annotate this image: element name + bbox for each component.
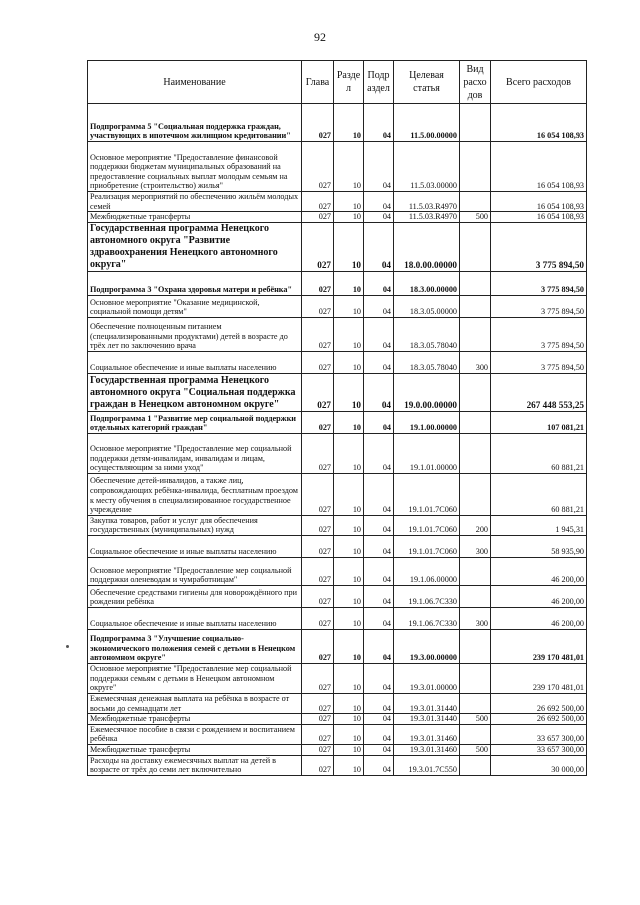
table-row bbox=[88, 557, 587, 585]
row-chapter-cell: 027 bbox=[302, 724, 334, 744]
row-target-cell: 18.0.00.00000 bbox=[394, 222, 460, 271]
row-total-cell: 107 081,21 bbox=[491, 411, 587, 433]
row-type-cell bbox=[460, 663, 491, 693]
row-chapter-cell: 027 bbox=[302, 714, 334, 725]
row-subsection-cell: 04 bbox=[364, 433, 394, 473]
row-name-cell: Основное мероприятие "Предоставление мер социальной поддержки оленеводам и чумработницам" bbox=[88, 557, 302, 585]
row-target-cell: 18.3.00.00000 bbox=[394, 271, 460, 295]
row-section-cell: 10 bbox=[334, 271, 364, 295]
row-chapter-cell: 027 bbox=[302, 142, 334, 192]
row-subsection-cell: 04 bbox=[364, 714, 394, 725]
row-total-cell: 3 775 894,50 bbox=[491, 222, 587, 271]
header-chapter: Глава bbox=[302, 61, 334, 104]
row-total-cell: 26 692 500,00 bbox=[491, 693, 587, 713]
row-chapter-cell: 027 bbox=[302, 104, 334, 142]
table-row bbox=[88, 755, 587, 775]
row-subsection-cell: 04 bbox=[364, 317, 394, 351]
row-subsection-cell: 04 bbox=[364, 557, 394, 585]
row-subsection-cell: 04 bbox=[364, 473, 394, 515]
row-type-cell: 300 bbox=[460, 607, 491, 629]
row-type-cell bbox=[460, 473, 491, 515]
row-subsection-cell: 04 bbox=[364, 142, 394, 192]
row-name-cell: Подпрограмма 3 "Охрана здоровья матери и ребёнка" bbox=[88, 271, 302, 295]
row-target-cell: 19.1.06.00000 bbox=[394, 557, 460, 585]
row-section-cell: 10 bbox=[334, 693, 364, 713]
row-subsection-cell: 04 bbox=[364, 629, 394, 663]
table-row bbox=[88, 295, 587, 317]
table-header-row bbox=[88, 61, 587, 104]
table-row bbox=[88, 663, 587, 693]
row-type-cell bbox=[460, 557, 491, 585]
row-section-cell: 10 bbox=[334, 411, 364, 433]
row-section-cell: 10 bbox=[334, 724, 364, 744]
table-row bbox=[88, 433, 587, 473]
table-row bbox=[88, 222, 587, 271]
row-type-cell bbox=[460, 411, 491, 433]
table-row bbox=[88, 693, 587, 713]
row-total-cell: 46 200,00 bbox=[491, 607, 587, 629]
table-row bbox=[88, 142, 587, 192]
row-target-cell: 19.1.00.00000 bbox=[394, 411, 460, 433]
row-name-cell: Межбюджетные трансферты bbox=[88, 744, 302, 755]
row-target-cell: 19.3.00.00000 bbox=[394, 629, 460, 663]
row-type-cell: 500 bbox=[460, 744, 491, 755]
page-number: 92 bbox=[314, 30, 326, 44]
table-row bbox=[88, 714, 587, 725]
row-subsection-cell: 04 bbox=[364, 585, 394, 607]
row-target-cell: 18.3.05.78040 bbox=[394, 351, 460, 373]
row-chapter-cell: 027 bbox=[302, 557, 334, 585]
row-target-cell: 19.3.01.31440 bbox=[394, 714, 460, 725]
row-section-cell: 10 bbox=[334, 351, 364, 373]
table-row bbox=[88, 351, 587, 373]
row-type-cell bbox=[460, 693, 491, 713]
row-chapter-cell: 027 bbox=[302, 411, 334, 433]
row-chapter-cell: 027 bbox=[302, 744, 334, 755]
row-chapter-cell: 027 bbox=[302, 212, 334, 223]
row-target-cell: 19.3.01.31460 bbox=[394, 744, 460, 755]
row-type-cell bbox=[460, 629, 491, 663]
row-name-cell: Основное мероприятие "Предоставление финансовой поддержки бюджетам муниципальных образований на предоставление социальных выплат молодым семьям на приобретение (строительство) жилья" bbox=[88, 142, 302, 192]
row-total-cell: 26 692 500,00 bbox=[491, 714, 587, 725]
row-type-cell bbox=[460, 295, 491, 317]
row-chapter-cell: 027 bbox=[302, 585, 334, 607]
row-total-cell: 46 200,00 bbox=[491, 585, 587, 607]
row-name-cell: Обеспечение средствами гигиены для новорождённого при рождении ребёнка bbox=[88, 585, 302, 607]
row-total-cell: 60 881,21 bbox=[491, 433, 587, 473]
row-target-cell: 19.3.01.31460 bbox=[394, 724, 460, 744]
row-name-cell: Основное мероприятие "Оказание медицинской, социальной помощи детям" bbox=[88, 295, 302, 317]
row-type-cell bbox=[460, 192, 491, 212]
row-name-cell: Ежемесячная денежная выплата на ребёнка в возрасте от восьми до семнадцати лет bbox=[88, 693, 302, 713]
row-subsection-cell: 04 bbox=[364, 373, 394, 411]
row-total-cell: 239 170 481,01 bbox=[491, 629, 587, 663]
row-name-cell: Обеспечение детей-инвалидов, а также лиц, сопровождающих ребёнка-инвалида, бесплатным проездом к месту обучения в специализированное государственное учреждение bbox=[88, 473, 302, 515]
row-name-cell: Основное мероприятие "Предоставление мер социальной поддержки семьям с детьми в Ненецком автономном округе" bbox=[88, 663, 302, 693]
row-section-cell: 10 bbox=[334, 192, 364, 212]
table-row bbox=[88, 535, 587, 557]
row-section-cell: 10 bbox=[334, 535, 364, 557]
row-chapter-cell: 027 bbox=[302, 373, 334, 411]
row-chapter-cell: 027 bbox=[302, 607, 334, 629]
row-chapter-cell: 027 bbox=[302, 271, 334, 295]
row-chapter-cell: 027 bbox=[302, 317, 334, 351]
row-type-cell bbox=[460, 271, 491, 295]
row-type-cell bbox=[460, 222, 491, 271]
table-row bbox=[88, 104, 587, 142]
header-section: Разде л bbox=[334, 61, 364, 104]
row-name-cell: Государственная программа Ненецкого автономного округа "Развитие здравоохранения Ненецкого автономного округа" bbox=[88, 222, 302, 271]
row-type-cell: 500 bbox=[460, 714, 491, 725]
row-target-cell: 18.3.05.78040 bbox=[394, 317, 460, 351]
row-total-cell: 239 170 481,01 bbox=[491, 663, 587, 693]
row-total-cell: 16 054 108,93 bbox=[491, 142, 587, 192]
row-total-cell: 3 775 894,50 bbox=[491, 317, 587, 351]
row-type-cell: 300 bbox=[460, 351, 491, 373]
row-section-cell: 10 bbox=[334, 607, 364, 629]
row-name-cell: Межбюджетные трансферты bbox=[88, 212, 302, 223]
row-target-cell: 19.1.06.7С330 bbox=[394, 585, 460, 607]
row-target-cell: 19.0.00.00000 bbox=[394, 373, 460, 411]
header-type: Вид расхо дов bbox=[460, 61, 491, 104]
row-subsection-cell: 04 bbox=[364, 693, 394, 713]
row-chapter-cell: 027 bbox=[302, 693, 334, 713]
row-target-cell: 18.3.05.00000 bbox=[394, 295, 460, 317]
row-subsection-cell: 04 bbox=[364, 192, 394, 212]
row-chapter-cell: 027 bbox=[302, 295, 334, 317]
row-section-cell: 10 bbox=[334, 629, 364, 663]
row-subsection-cell: 04 bbox=[364, 271, 394, 295]
row-subsection-cell: 04 bbox=[364, 535, 394, 557]
row-name-cell: Межбюджетные трансферты bbox=[88, 714, 302, 725]
row-type-cell: 300 bbox=[460, 535, 491, 557]
row-section-cell: 10 bbox=[334, 142, 364, 192]
row-target-cell: 19.3.01.7С550 bbox=[394, 755, 460, 775]
row-subsection-cell: 04 bbox=[364, 104, 394, 142]
table-row bbox=[88, 373, 587, 411]
row-subsection-cell: 04 bbox=[364, 515, 394, 535]
row-total-cell: 60 881,21 bbox=[491, 473, 587, 515]
row-name-cell: Реализация мероприятий по обеспечению жильём молодых семей bbox=[88, 192, 302, 212]
row-total-cell: 3 775 894,50 bbox=[491, 271, 587, 295]
row-section-cell: 10 bbox=[334, 744, 364, 755]
row-total-cell: 46 200,00 bbox=[491, 557, 587, 585]
row-name-cell: Социальное обеспечение и иные выплаты населению bbox=[88, 351, 302, 373]
row-section-cell: 10 bbox=[334, 433, 364, 473]
row-subsection-cell: 04 bbox=[364, 295, 394, 317]
row-chapter-cell: 027 bbox=[302, 515, 334, 535]
row-section-cell: 10 bbox=[334, 663, 364, 693]
scan-artifact-dot bbox=[66, 645, 69, 648]
row-name-cell: Расходы на доставку ежемесячных выплат на детей в возрасте от трёх до семи лет включительно bbox=[88, 755, 302, 775]
row-target-cell: 19.1.01.7С060 bbox=[394, 515, 460, 535]
table-row bbox=[88, 744, 587, 755]
table-row bbox=[88, 317, 587, 351]
table-row bbox=[88, 271, 587, 295]
row-name-cell: Социальное обеспечение и иные выплаты населению bbox=[88, 607, 302, 629]
row-section-cell: 10 bbox=[334, 212, 364, 223]
row-type-cell bbox=[460, 104, 491, 142]
row-type-cell bbox=[460, 433, 491, 473]
table-row bbox=[88, 411, 587, 433]
row-type-cell bbox=[460, 142, 491, 192]
row-chapter-cell: 027 bbox=[302, 755, 334, 775]
row-name-cell: Подпрограмма 5 "Социальная поддержка граждан, участвующих в ипотечном жилищном кредитовании" bbox=[88, 104, 302, 142]
row-section-cell: 10 bbox=[334, 373, 364, 411]
row-chapter-cell: 027 bbox=[302, 629, 334, 663]
row-target-cell: 11.5.03.R4970 bbox=[394, 192, 460, 212]
row-name-cell: Ежемесячное пособие в связи с рождением и воспитанием ребёнка bbox=[88, 724, 302, 744]
row-total-cell: 3 775 894,50 bbox=[491, 351, 587, 373]
row-section-cell: 10 bbox=[334, 557, 364, 585]
row-section-cell: 10 bbox=[334, 295, 364, 317]
row-total-cell: 1 945,31 bbox=[491, 515, 587, 535]
row-section-cell: 10 bbox=[334, 714, 364, 725]
row-section-cell: 10 bbox=[334, 755, 364, 775]
row-subsection-cell: 04 bbox=[364, 744, 394, 755]
row-chapter-cell: 027 bbox=[302, 192, 334, 212]
row-total-cell: 267 448 553,25 bbox=[491, 373, 587, 411]
table-body bbox=[88, 104, 587, 776]
row-subsection-cell: 04 bbox=[364, 755, 394, 775]
row-section-cell: 10 bbox=[334, 585, 364, 607]
row-name-cell: Обеспечение полноценным питанием (специализированными продуктами) детей в возрасте до трёх лет по заключению врача bbox=[88, 317, 302, 351]
row-total-cell: 33 657 300,00 bbox=[491, 744, 587, 755]
row-name-cell: Основное мероприятие "Предоставление мер социальной поддержки детям-инвалидам, инвалидам и лицам, осуществляющим за ними уход" bbox=[88, 433, 302, 473]
row-name-cell: Подпрограмма 3 "Улучшение социально-экономического положения семей с детьми в Ненецком автономном округе" bbox=[88, 629, 302, 663]
row-chapter-cell: 027 bbox=[302, 535, 334, 557]
row-chapter-cell: 027 bbox=[302, 473, 334, 515]
row-chapter-cell: 027 bbox=[302, 351, 334, 373]
row-section-cell: 10 bbox=[334, 104, 364, 142]
row-total-cell: 16 054 108,93 bbox=[491, 192, 587, 212]
row-target-cell: 19.1.01.7С060 bbox=[394, 535, 460, 557]
row-chapter-cell: 027 bbox=[302, 663, 334, 693]
row-target-cell: 11.5.03.R4970 bbox=[394, 212, 460, 223]
table-row bbox=[88, 212, 587, 223]
header-total: Всего расходов bbox=[491, 61, 587, 104]
row-section-cell: 10 bbox=[334, 317, 364, 351]
header-subsection: Подр аздел bbox=[364, 61, 394, 104]
table-row bbox=[88, 607, 587, 629]
header-name: Наименование bbox=[88, 61, 302, 104]
row-type-cell bbox=[460, 724, 491, 744]
row-total-cell: 30 000,00 bbox=[491, 755, 587, 775]
row-section-cell: 10 bbox=[334, 515, 364, 535]
row-target-cell: 19.1.01.7С060 bbox=[394, 473, 460, 515]
row-target-cell: 19.1.06.7С330 bbox=[394, 607, 460, 629]
row-name-cell: Государственная программа Ненецкого автономного округа "Социальная поддержка граждан в Ненецком автономном округе" bbox=[88, 373, 302, 411]
row-target-cell: 11.5.00.00000 bbox=[394, 104, 460, 142]
header-target: Целевая статья bbox=[394, 61, 460, 104]
row-total-cell: 16 054 108,93 bbox=[491, 104, 587, 142]
row-total-cell: 3 775 894,50 bbox=[491, 295, 587, 317]
row-target-cell: 19.1.01.00000 bbox=[394, 433, 460, 473]
row-section-cell: 10 bbox=[334, 222, 364, 271]
row-subsection-cell: 04 bbox=[364, 607, 394, 629]
row-type-cell bbox=[460, 585, 491, 607]
row-subsection-cell: 04 bbox=[364, 411, 394, 433]
table-row bbox=[88, 585, 587, 607]
row-name-cell: Закупка товаров, работ и услуг для обеспечения государственных (муниципальных) нужд bbox=[88, 515, 302, 535]
row-chapter-cell: 027 bbox=[302, 222, 334, 271]
table-row bbox=[88, 724, 587, 744]
row-total-cell: 58 935,90 bbox=[491, 535, 587, 557]
row-total-cell: 33 657 300,00 bbox=[491, 724, 587, 744]
row-target-cell: 19.3.01.00000 bbox=[394, 663, 460, 693]
row-subsection-cell: 04 bbox=[364, 222, 394, 271]
row-type-cell: 500 bbox=[460, 212, 491, 223]
row-total-cell: 16 054 108,93 bbox=[491, 212, 587, 223]
row-type-cell bbox=[460, 373, 491, 411]
table-row bbox=[88, 473, 587, 515]
table-row bbox=[88, 515, 587, 535]
row-type-cell bbox=[460, 317, 491, 351]
row-name-cell: Подпрограмма 1 "Развитие мер социальной поддержки отдельных категорий граждан" bbox=[88, 411, 302, 433]
table-row bbox=[88, 192, 587, 212]
row-target-cell: 19.3.01.31440 bbox=[394, 693, 460, 713]
row-chapter-cell: 027 bbox=[302, 433, 334, 473]
row-subsection-cell: 04 bbox=[364, 212, 394, 223]
budget-table bbox=[87, 60, 587, 776]
row-subsection-cell: 04 bbox=[364, 724, 394, 744]
row-section-cell: 10 bbox=[334, 473, 364, 515]
row-type-cell: 200 bbox=[460, 515, 491, 535]
row-name-cell: Социальное обеспечение и иные выплаты населению bbox=[88, 535, 302, 557]
row-target-cell: 11.5.03.00000 bbox=[394, 142, 460, 192]
row-subsection-cell: 04 bbox=[364, 351, 394, 373]
row-type-cell bbox=[460, 755, 491, 775]
table-row bbox=[88, 629, 587, 663]
row-subsection-cell: 04 bbox=[364, 663, 394, 693]
